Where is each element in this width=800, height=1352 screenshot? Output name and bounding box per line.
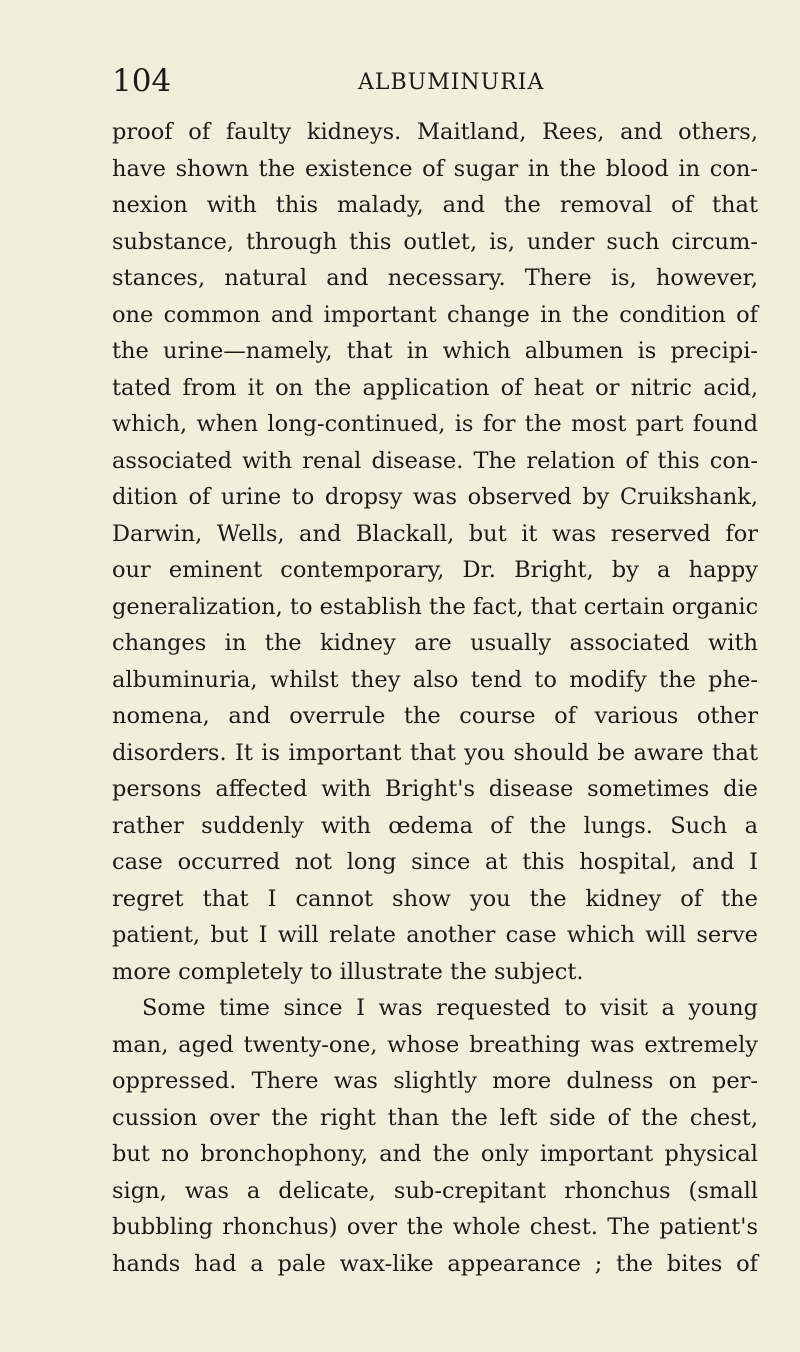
text-line: our eminent contemporary, Dr. Bright, by a happy: [112, 557, 758, 583]
text-line: nomena, and overrule the course of various other: [112, 703, 758, 729]
text-line: which, when long-continued, is for the most part found: [112, 411, 758, 437]
text-line: Darwin, Wells, and Blackall, but it was reserved for: [112, 520, 758, 547]
paragraph-end-line: more completely to illustrate the subject.: [112, 958, 584, 985]
text-line: stances, natural and necessary. There is, however,: [112, 265, 758, 291]
page-number: 104: [112, 63, 172, 99]
text-line: cussion over the right than the left side of the chest,: [112, 1104, 758, 1131]
text-line: patient, but I will relate another case which will serve: [112, 922, 758, 948]
text-line: disorders. It is important that you should be aware that: [112, 739, 758, 766]
text-line: sign, was a delicate, sub-crepitant rhonchus (small: [112, 1177, 758, 1204]
page-header: [112, 62, 752, 102]
text-line: rather suddenly with œdema of the lungs. Such a: [112, 812, 758, 839]
text-line: nexion with this malady, and the removal of that: [112, 192, 758, 218]
text-line: have shown the existence of sugar in the blood in con-: [112, 155, 758, 182]
text-line: the urine—namely, that in which albumen is precipi-: [112, 338, 758, 364]
text-line: associated with renal disease. The relation of this con-: [112, 447, 758, 474]
text-line: bubbling rhonchus) over the whole chest. The patient's: [112, 1214, 758, 1240]
text-line: but no bronchophony, and the only important physical: [112, 1141, 758, 1167]
text-line: hands had a pale wax-like appearance ; the bites of: [112, 1250, 758, 1277]
text-line: tated from it on the application of heat or nitric acid,: [112, 374, 758, 401]
text-line: proof of faulty kidneys. Maitland, Rees, and others,: [112, 119, 758, 145]
text-line: generalization, to establish the fact, that certain organic: [112, 593, 759, 620]
text-line: one common and important change in the condition of: [112, 301, 758, 328]
text-line: case occurred not long since at this hospital, and I: [112, 849, 758, 875]
text-line: albuminuria, whilst they also tend to modify the phe-: [112, 666, 758, 693]
text-line: oppressed. There was slightly more dulness on per-: [112, 1068, 758, 1094]
body-text: [112, 114, 758, 1282]
paragraph-start-line: Some time since I was requested to visit a young: [142, 995, 758, 1021]
text-line: substance, through this outlet, is, under such circum-: [112, 228, 758, 255]
text-line: regret that I cannot show you the kidney of the: [112, 885, 758, 912]
text-line: persons affected with Bright's disease sometimes die: [112, 776, 758, 802]
text-line: dition of urine to dropsy was observed by Cruikshank,: [112, 484, 758, 510]
running-head: ALBUMINURIA: [358, 70, 545, 95]
text-line: man, aged twenty-one, whose breathing was extremely: [112, 1031, 758, 1058]
text-line: changes in the kidney are usually associated with: [112, 630, 758, 656]
